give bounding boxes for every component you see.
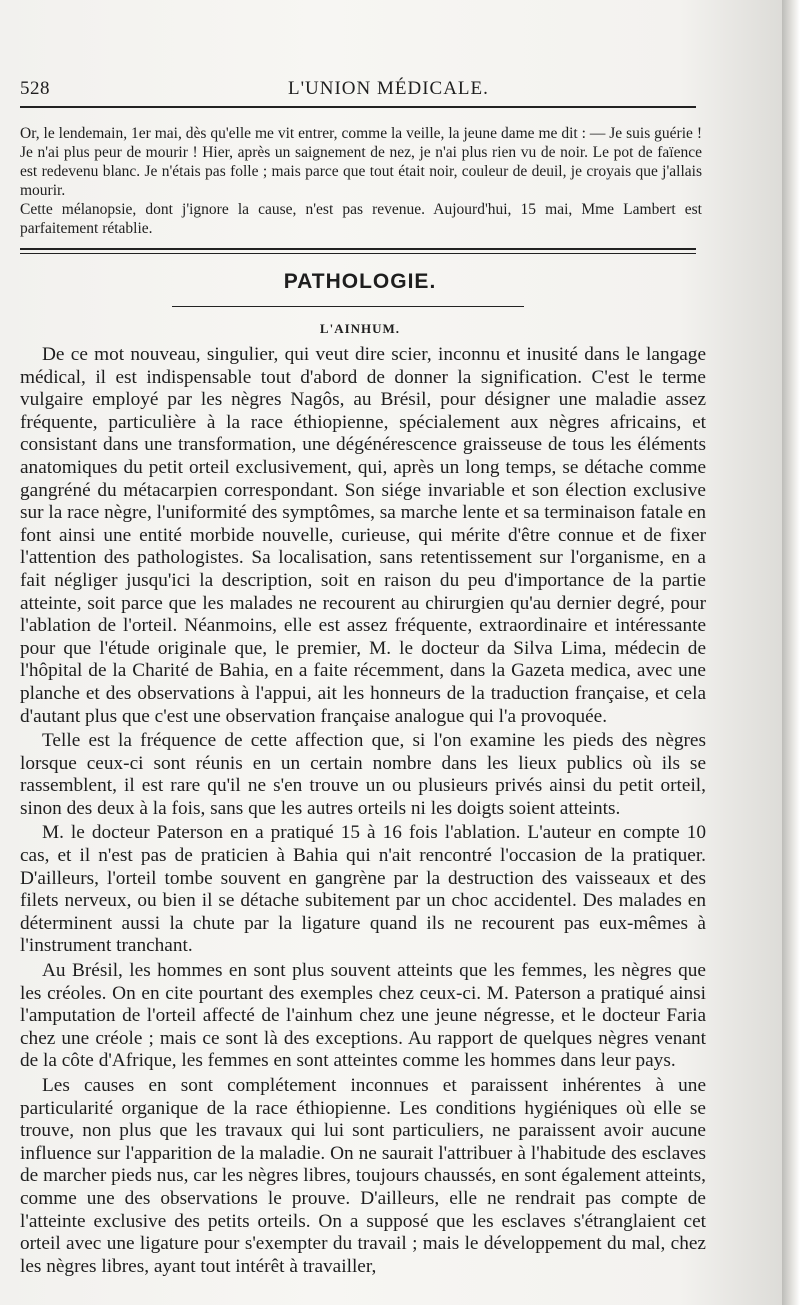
intro-paragraph-1: Or, le lendemain, 1er mai, dès qu'elle me vit entrer, comme la veille, la jeune dame me dit : — Je suis guérie ! Je n'ai plus peur de mourir ! Hier, après un saignement de nez, je n'ai plus rien vu de noir. Le pot de faïence est redevenu blanc. Je n'étais pas folle ; mais parce que tout était noir, couleur de deuil, je croyais que j'allais mourir. (20, 125, 702, 199)
body-paragraph: M. le docteur Paterson en a pratiqué 15 à 16 fois l'ablation. L'auteur en compte 10 cas, et il n'est pas de praticien à Bahia qui n'ait rencontré l'occasion de la pratiquer. D'ailleurs, l'orteil tombe souvent en gangrène par la destruction des vaisseaux et des filets nerveux, ou bien il se détache subitement par un choc accidentel. Des malades en déterminent aussi la chute par la ligature quand ils ne recourent pas eux-mêmes à l'instrument tranchant. (20, 822, 706, 957)
section-divider (20, 248, 696, 254)
header-rule (20, 106, 696, 108)
journal-title: L'UNION MÉDICALE. (288, 78, 489, 99)
body-paragraph: Au Brésil, les hommes en sont plus souvent atteints que les femmes, les nègres que les créoles. On en cite pourtant des exemples chez ceux-ci. M. Paterson a pratiqué ainsi l'amputation de l'orteil affecté de l'ainhum chez une jeune négresse, et le docteur Faria chez une créole ; mais ce sont là des exceptions. Au rapport de quelques nègres venant de la côte d'Afrique, les femmes en sont atteintes comme les hommes dans leur pays. (20, 960, 706, 1072)
body-paragraph: Les causes en sont complétement inconnues et paraissent inhérentes à une particularité organique de la race éthiopienne. Les conditions hygiéniques où elle se trouve, non plus que les travaux qui lui sont particuliers, ne paraissent avoir aucune influence sur l'apparition de la maladie. On ne saurait l'attribuer à l'habitude des esclaves de marcher pieds nus, car les nègres libres, toujours chaussés, en sont également atteints, comme une des observations le prouve. D'ailleurs, elle ne rendrait pas compte de l'atteinte exclusive des petits orteils. On a supposé que les esclaves s'étranglaient cet orteil avec une ligature pour s'exempter du travail ; mais le développement du mal, chez les nègres libres, ayant tout intérêt à travailler, (20, 1075, 706, 1277)
body-paragraph: De ce mot nouveau, singulier, qui veut dire scier, inconnu et inusité dans le langage médical, il est indispensable tout d'abord de donner la signification. C'est le terme vulgaire employé par les nègres Nagôs, au Brésil, pour désigner une maladie assez fréquente, particulière à la race éthiopienne, spécialement aux nègres africains, et consistant dans une transformation, une dégénérescence graisseuse de tous les éléments anatomiques du petit orteil exclusivement, qui, après un long temps, se détache comme gangréné du métacarpien correspondant. Son siége invariable et son élection exclusive sur la race nègre, l'uniformité des symptômes, sa marche lente et sa terminaison fatale en font ainsi une entité morbide nouvelle, curieuse, qui mérite d'être connue et de fixer l'attention des pathologistes. Sa localisation, sans retentissement sur l'organisme, en a fait négliger jusqu'ici la description, soit en raison du peu d'importance de la partie atteinte, soit parce que les malades ne recourent au chirurgien qu'au dernier degré, pour l'ablation de l'orteil. Néanmoins, elle est assez fréquente, extraordinaire et intéressante pour que l'étude originale que, le premier, M. le docteur da Silva Lima, médecin de l'hôpital de la Charité de Bahia, en a faite récemment, dans la Gazeta medica, avec une planche et des observations à l'appui, ait les honneurs de la traduction française, et cela d'autant plus que c'est une observation française analogue qui l'a provoquée. (20, 344, 706, 727)
title-rule (172, 306, 524, 307)
book-spine-shadow (782, 0, 800, 1305)
body-paragraph: Telle est la fréquence de cette affection que, si l'on examine les pieds des nègres lorsque ceux-ci sont réunis en un certain nombre dans les lieux publics où ils se rassemblent, il est rare qu'il ne s'en trouve un ou plusieurs privés ainsi du petit orteil, sinon des deux à la fois, sans que les autres orteils ni les doigts soient atteints. (20, 730, 706, 819)
page-number: 528 (20, 78, 50, 99)
intro-paragraph-2: Cette mélanopsie, dont j'ignore la cause, n'est pas revenue. Aujourd'hui, 15 mai, Mme Lambert est parfaitement rétablie. (20, 201, 702, 237)
article-subtitle: L'AINHUM. (319, 321, 401, 336)
section-title: PATHOLOGIE. (283, 270, 437, 293)
running-header (20, 78, 778, 108)
article-body (20, 344, 706, 1280)
